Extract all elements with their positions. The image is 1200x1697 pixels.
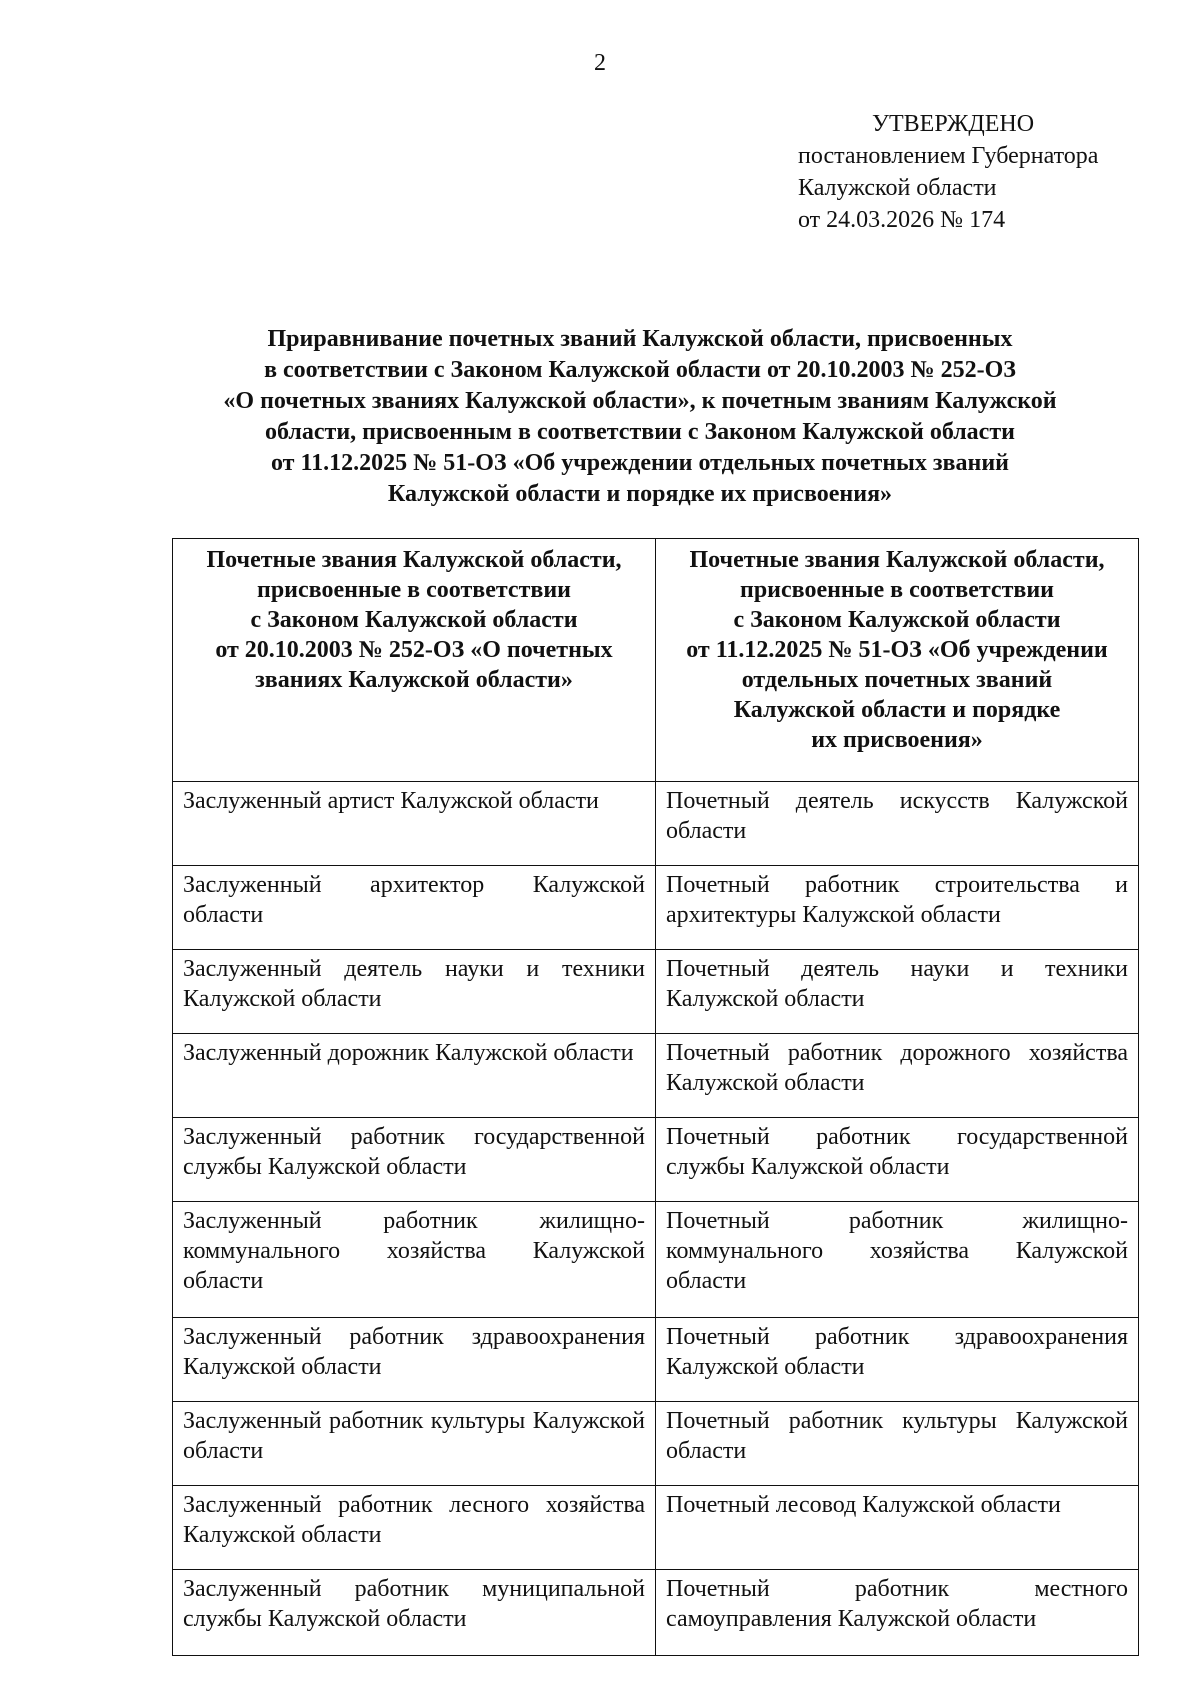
title-line: области, присвоенным в соответствии с Законом Калужской области	[265, 419, 1015, 445]
header-line: присвоенные в соответствии	[257, 577, 571, 603]
approval-line-3: от 24.03.2026 № 174	[798, 207, 1006, 233]
old-rank-cell: Заслуженный работник лесного хозяйства Калужской области	[173, 1486, 656, 1570]
old-rank-cell: Заслуженный работник культуры Калужской области	[173, 1402, 656, 1486]
new-rank-cell: Почетный работник дорожного хозяйства Калужской области	[656, 1034, 1139, 1118]
new-rank-cell: Почетный работник здравоохранения Калужской области	[656, 1318, 1139, 1402]
header-old-ranks	[173, 539, 656, 782]
table-row	[173, 782, 1139, 866]
approval-heading: УТВЕРЖДЕНО	[872, 111, 1035, 137]
header-new-ranks	[656, 539, 1139, 782]
table-row	[173, 866, 1139, 950]
table-row	[173, 1402, 1139, 1486]
new-rank-cell: Почетный лесовод Калужской области	[656, 1486, 1139, 1570]
table-row	[173, 1118, 1139, 1202]
header-line: Почетные звания Калужской области,	[689, 547, 1105, 573]
old-rank-cell: Заслуженный артист Калужской области	[173, 782, 656, 866]
header-line: от 11.12.2025 № 51-ОЗ «Об учреждении	[686, 637, 1108, 663]
title-line: «О почетных званиях Калужской области», к почетным званиям Калужской	[223, 388, 1057, 414]
new-rank-cell: Почетный работник государственной службы Калужской области	[656, 1118, 1139, 1202]
new-rank-cell: Почетный работник жилищно-коммунального хозяйства Калужской области	[656, 1202, 1139, 1318]
approval-block	[798, 108, 1098, 236]
header-line: их присвоения»	[811, 727, 983, 753]
header-line: с Законом Калужской области	[250, 607, 578, 633]
table-row	[173, 1034, 1139, 1118]
header-line: отдельных почетных званий	[741, 667, 1053, 693]
header-line: званиях Калужской области»	[255, 667, 573, 693]
old-rank-cell: Заслуженный работник здравоохранения Калужской области	[173, 1318, 656, 1402]
old-rank-cell: Заслуженный архитектор Калужской области	[173, 866, 656, 950]
new-rank-cell: Почетный деятель науки и техники Калужской области	[656, 950, 1139, 1034]
title-line: Калужской области и порядке их присвоения»	[387, 481, 893, 507]
title-line: от 11.12.2025 № 51-ОЗ «Об учреждении отдельных почетных званий	[271, 450, 1009, 476]
document-title	[170, 324, 1110, 510]
header-line: от 20.10.2003 № 252-ОЗ «О почетных	[215, 637, 613, 663]
approval-line-1: постановлением Губернатора	[798, 143, 1099, 169]
header-line: Калужской области и порядке	[733, 697, 1061, 723]
table-header-row	[173, 539, 1139, 782]
ranks-table	[172, 538, 1139, 1656]
page-number: 2	[594, 50, 606, 76]
title-line: Приравнивание почетных званий Калужской области, присвоенных	[267, 326, 1013, 352]
title-line: в соответствии с Законом Калужской области от 20.10.2003 № 252-ОЗ	[264, 357, 1016, 383]
old-rank-cell: Заслуженный работник государственной службы Калужской области	[173, 1118, 656, 1202]
new-rank-cell: Почетный работник местного самоуправления Калужской области	[656, 1570, 1139, 1656]
table-row	[173, 950, 1139, 1034]
new-rank-cell: Почетный деятель искусств Калужской области	[656, 782, 1139, 866]
old-rank-cell: Заслуженный дорожник Калужской области	[173, 1034, 656, 1118]
old-rank-cell: Заслуженный работник муниципальной службы Калужской области	[173, 1570, 656, 1656]
header-line: Почетные звания Калужской области,	[206, 547, 622, 573]
old-rank-cell: Заслуженный работник жилищно-коммунального хозяйства Калужской области	[173, 1202, 656, 1318]
new-rank-cell: Почетный работник строительства и архитектуры Калужской области	[656, 866, 1139, 950]
approval-line-2: Калужской области	[798, 175, 997, 201]
new-rank-cell: Почетный работник культуры Калужской области	[656, 1402, 1139, 1486]
table-row	[173, 1570, 1139, 1656]
table-row	[173, 1318, 1139, 1402]
table-row	[173, 1486, 1139, 1570]
header-line: с Законом Калужской области	[733, 607, 1061, 633]
old-rank-cell: Заслуженный деятель науки и техники Калужской области	[173, 950, 656, 1034]
table-row	[173, 1202, 1139, 1318]
header-line: присвоенные в соответствии	[740, 577, 1054, 603]
